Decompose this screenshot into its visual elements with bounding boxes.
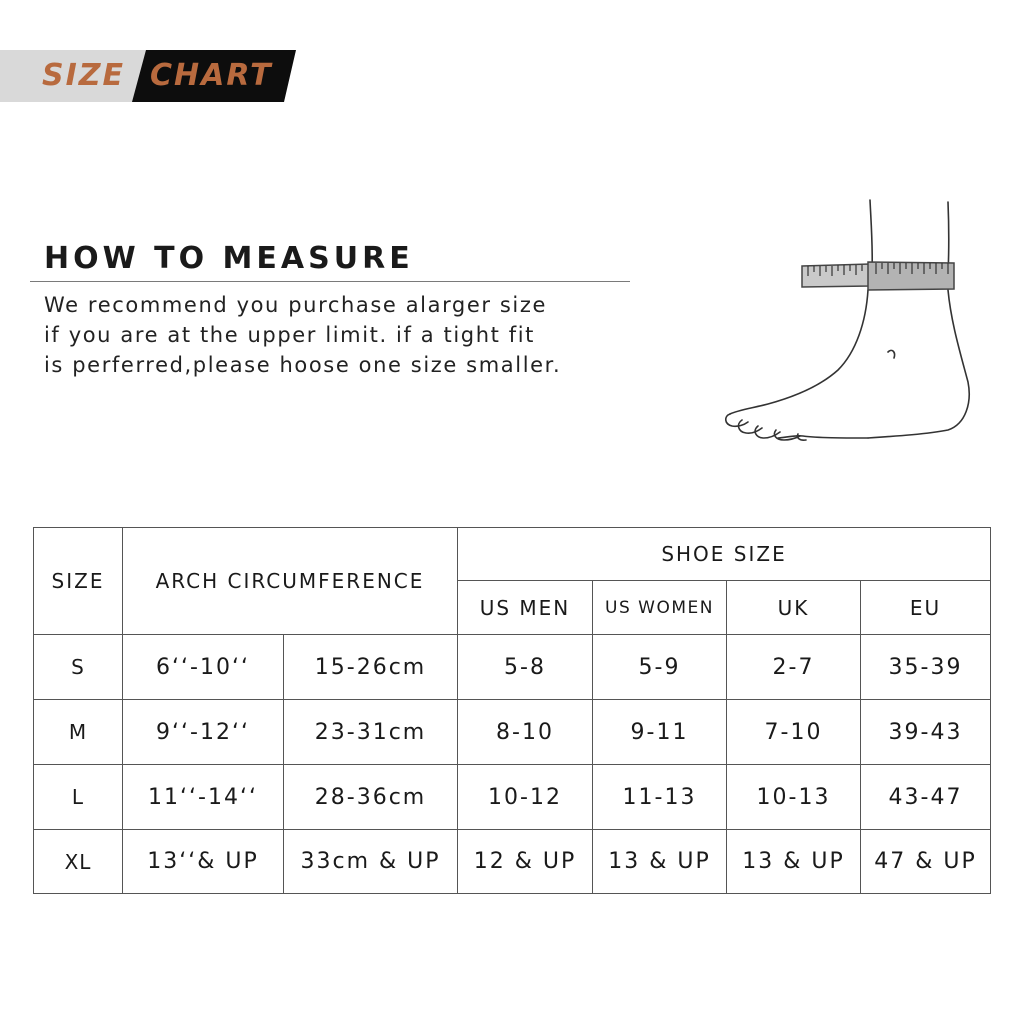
how-to-measure-title: HOW TO MEASURE — [44, 241, 414, 276]
cell-eu: 47 & UP — [861, 830, 991, 894]
header-uk: UK — [727, 581, 861, 635]
size-chart-banner — [0, 50, 300, 102]
cell-size: M — [34, 700, 123, 765]
table-row — [34, 830, 991, 894]
cell-us-women: 11-13 — [593, 765, 727, 830]
size-chart-table — [33, 527, 991, 894]
header-eu: EU — [861, 581, 991, 635]
foot-with-measuring-tape-icon — [718, 192, 978, 452]
cell-uk: 10-13 — [727, 765, 861, 830]
banner-text-chart: CHART — [150, 58, 273, 93]
cell-uk: 13 & UP — [727, 830, 861, 894]
measuring-tape-icon — [802, 262, 954, 290]
instruction-line: if you are at the upper limit. if a tight fit — [44, 323, 535, 347]
cell-uk: 2-7 — [727, 635, 861, 700]
header-us-women: US WOMEN — [593, 581, 727, 635]
header-row — [34, 528, 991, 581]
cell-eu: 39-43 — [861, 700, 991, 765]
cell-eu: 35-39 — [861, 635, 991, 700]
cell-arch-inch: 6‘‘-10‘‘ — [123, 635, 284, 700]
cell-us-men: 12 & UP — [458, 830, 593, 894]
cell-uk: 7-10 — [727, 700, 861, 765]
cell-arch-cm: 28-36cm — [284, 765, 458, 830]
header-arch-circumference: ARCH CIRCUMFERENCE — [123, 528, 458, 635]
cell-arch-cm: 33cm & UP — [284, 830, 458, 894]
table-row — [34, 700, 991, 765]
header-us-men: US MEN — [458, 581, 593, 635]
cell-arch-inch: 13‘‘& UP — [123, 830, 284, 894]
cell-arch-cm: 15-26cm — [284, 635, 458, 700]
cell-eu: 43-47 — [861, 765, 991, 830]
banner-text-size: SIZE — [42, 58, 126, 93]
cell-size: XL — [34, 830, 123, 894]
cell-us-women: 5-9 — [593, 635, 727, 700]
cell-us-men: 8-10 — [458, 700, 593, 765]
cell-arch-inch: 9‘‘-12‘‘ — [123, 700, 284, 765]
instruction-line: is perferred,please hoose one size smaller. — [44, 353, 562, 377]
table-row — [34, 635, 991, 700]
cell-us-women: 9-11 — [593, 700, 727, 765]
cell-us-men: 10-12 — [458, 765, 593, 830]
cell-arch-inch: 11‘‘-14‘‘ — [123, 765, 284, 830]
table-row — [34, 765, 991, 830]
how-to-measure-text — [44, 290, 644, 380]
instruction-line: We recommend you purchase alarger size — [44, 293, 548, 317]
cell-size: L — [34, 765, 123, 830]
cell-us-women: 13 & UP — [593, 830, 727, 894]
header-size: SIZE — [34, 528, 123, 635]
cell-arch-cm: 23-31cm — [284, 700, 458, 765]
header-shoe-size: SHOE SIZE — [458, 528, 991, 581]
cell-us-men: 5-8 — [458, 635, 593, 700]
cell-size: S — [34, 635, 123, 700]
title-divider — [30, 281, 630, 282]
